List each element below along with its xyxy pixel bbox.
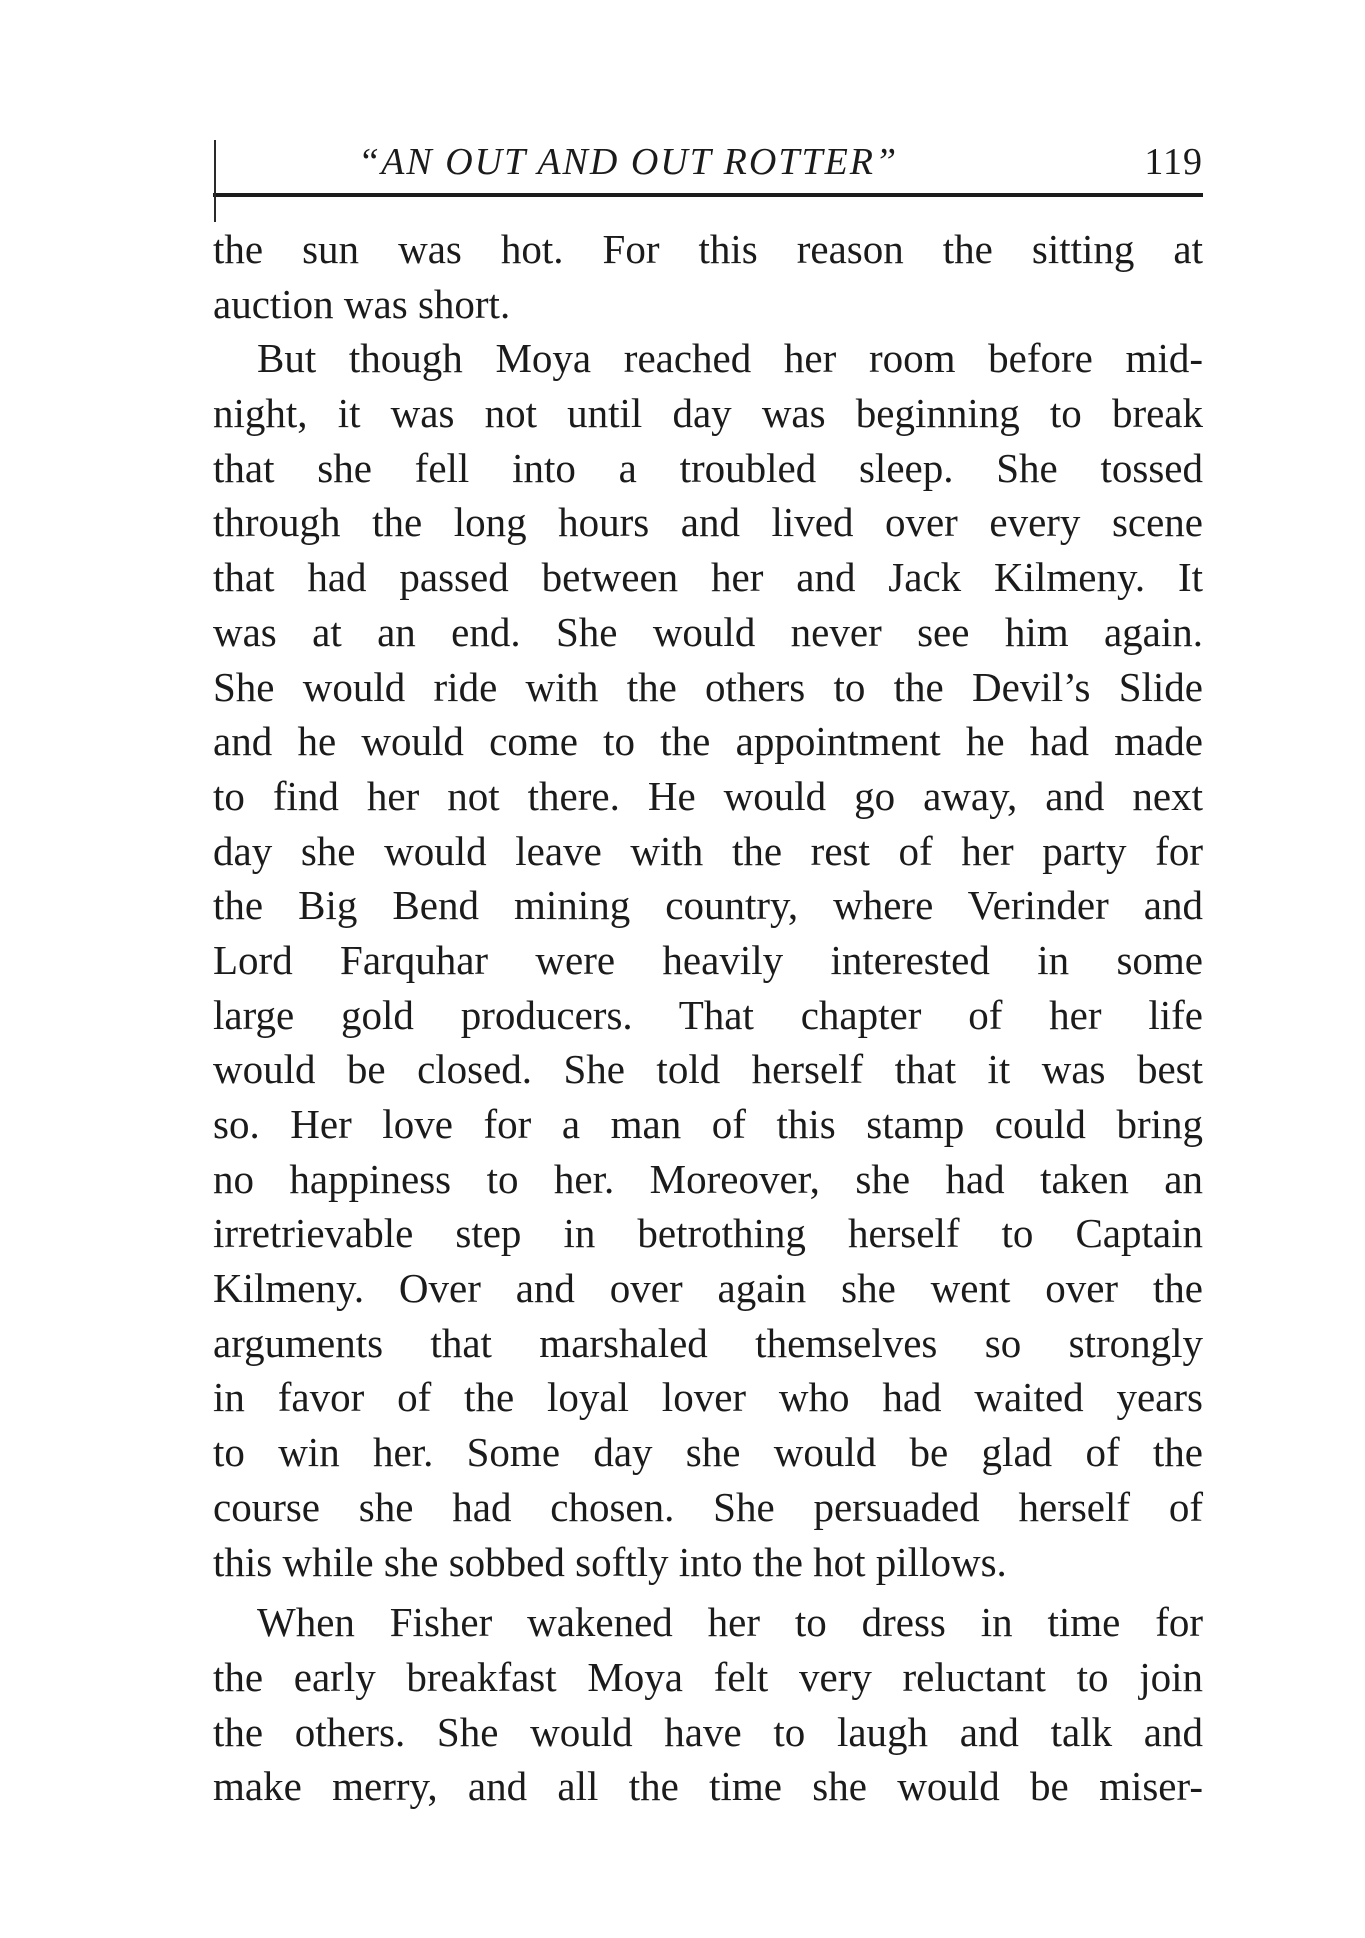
text-line: night, it was not until day was beginning to break — [213, 390, 1203, 437]
text-line: this while she sobbed softly into the hot pillows. — [213, 1538, 1007, 1585]
text-line: arguments that marshaled themselves so strongly — [213, 1319, 1203, 1366]
text-line: Lord Farquhar were heavily interested in some — [213, 936, 1203, 983]
text-line: in favor of the loyal lover who had waited years — [213, 1374, 1203, 1421]
text-line: so. Her love for a man of this stamp could bring — [213, 1101, 1203, 1147]
text-line: course she had chosen. She persuaded herself of — [213, 1483, 1203, 1530]
text-line: the sun was hot. For this reason the sitting at — [213, 226, 1203, 272]
text-line: would be closed. She told herself that it was best — [213, 1046, 1203, 1093]
text-line: the Big Bend mining country, where Verinder and — [213, 882, 1203, 929]
header-rule — [213, 193, 1203, 197]
text-line: day she would leave with the rest of her party for — [213, 827, 1203, 874]
paragraph-1 — [213, 222, 1203, 331]
body-text — [213, 222, 1203, 1814]
running-title: “AN OUT AND OUT ROTTER” — [358, 141, 899, 183]
text-line: make merry, and all the time she would be miser- — [213, 1763, 1203, 1810]
text-line: auction was short. — [213, 280, 511, 327]
paragraph-3 — [213, 1595, 1203, 1814]
text-line: Kilmeny. Over and over again she went over the — [213, 1265, 1203, 1312]
text-line: was at an end. She would never see him again. — [213, 608, 1203, 655]
margin-mark — [214, 140, 216, 222]
page-number: 119 — [1144, 141, 1203, 183]
text-line: the early breakfast Moya felt very reluctant to join — [213, 1653, 1203, 1700]
text-line: to find her not there. He would go away, and next — [213, 772, 1203, 819]
text-line: that had passed between her and Jack Kilmeny. It — [213, 554, 1203, 601]
text-line: to win her. Some day she would be glad of the — [213, 1429, 1203, 1476]
text-line: irretrievable step in betrothing herself to Captain — [213, 1210, 1203, 1257]
running-head — [213, 140, 1203, 196]
text-line: But though Moya reached her room before mid- — [257, 335, 1203, 382]
text-line: She would ride with the others to the Devil’s Slide — [213, 663, 1203, 710]
text-line: large gold producers. That chapter of her life — [213, 991, 1203, 1038]
text-line: When Fisher wakened her to dress in time for — [257, 1599, 1203, 1646]
text-line: the others. She would have to laugh and talk and — [213, 1708, 1203, 1755]
paragraph-2 — [213, 331, 1203, 1589]
text-line: through the long hours and lived over every scene — [213, 499, 1203, 546]
text-line: no happiness to her. Moreover, she had taken an — [213, 1155, 1203, 1202]
text-line: and he would come to the appointment he had made — [213, 718, 1203, 765]
text-line: that she fell into a troubled sleep. She tossed — [213, 444, 1203, 491]
